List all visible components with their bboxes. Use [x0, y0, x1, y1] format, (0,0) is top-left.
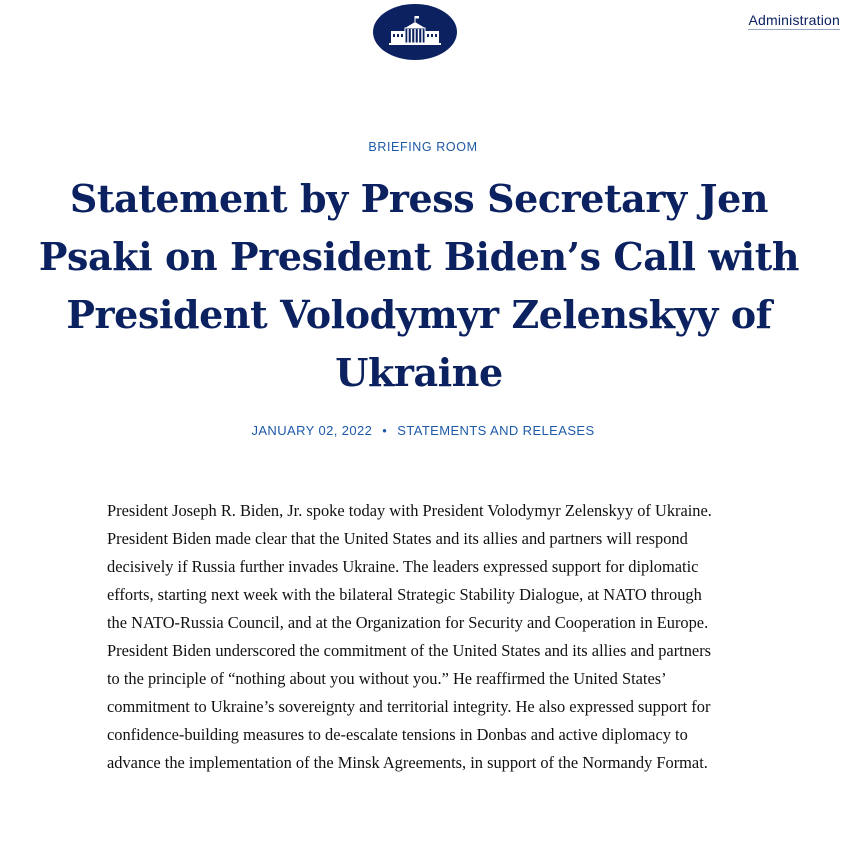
nav-link-administration[interactable]: Administration	[748, 12, 840, 28]
section-kicker-link[interactable]: BRIEFING ROOM	[368, 140, 478, 154]
article-body: President Joseph R. Biden, Jr. spoke today with President Volodymyr Zelenskyy of Ukraine. President Biden made clear that the United States and its allies and partners will respond decisively if Russia further invades Ukraine. The leaders expressed support for diplomatic efforts, starting next week with the bilateral Strategic Stability Dialogue, at NATO through the NATO-Russia Council, and at the Organization for Security and Cooperation in Europe. President Biden underscored the commitment of the United States and its allies and partners to the principle of “nothing about you without you.” He reaffirmed the United States’ commitment to Ukraine’s sovereignty and territorial integrity. He also expressed support for confidence-building measures to de-escalate tensions in Donbas and active diplomacy to advance the implementation of the Minsk Agreements, in support of the Normandy Format.	[107, 501, 712, 772]
publish-date: JANUARY 02, 2022	[251, 423, 373, 438]
white-house-logo[interactable]	[373, 4, 457, 60]
article-meta	[0, 423, 846, 438]
page-title: Statement by Press Secretary Jen Psaki on President Biden’s Call with President Volodymyr Zelenskyy of Ukraine	[38, 176, 800, 395]
category-link[interactable]: STATEMENTS AND RELEASES	[397, 423, 595, 438]
meta-separator: •	[382, 423, 388, 438]
white-house-icon	[388, 15, 442, 49]
